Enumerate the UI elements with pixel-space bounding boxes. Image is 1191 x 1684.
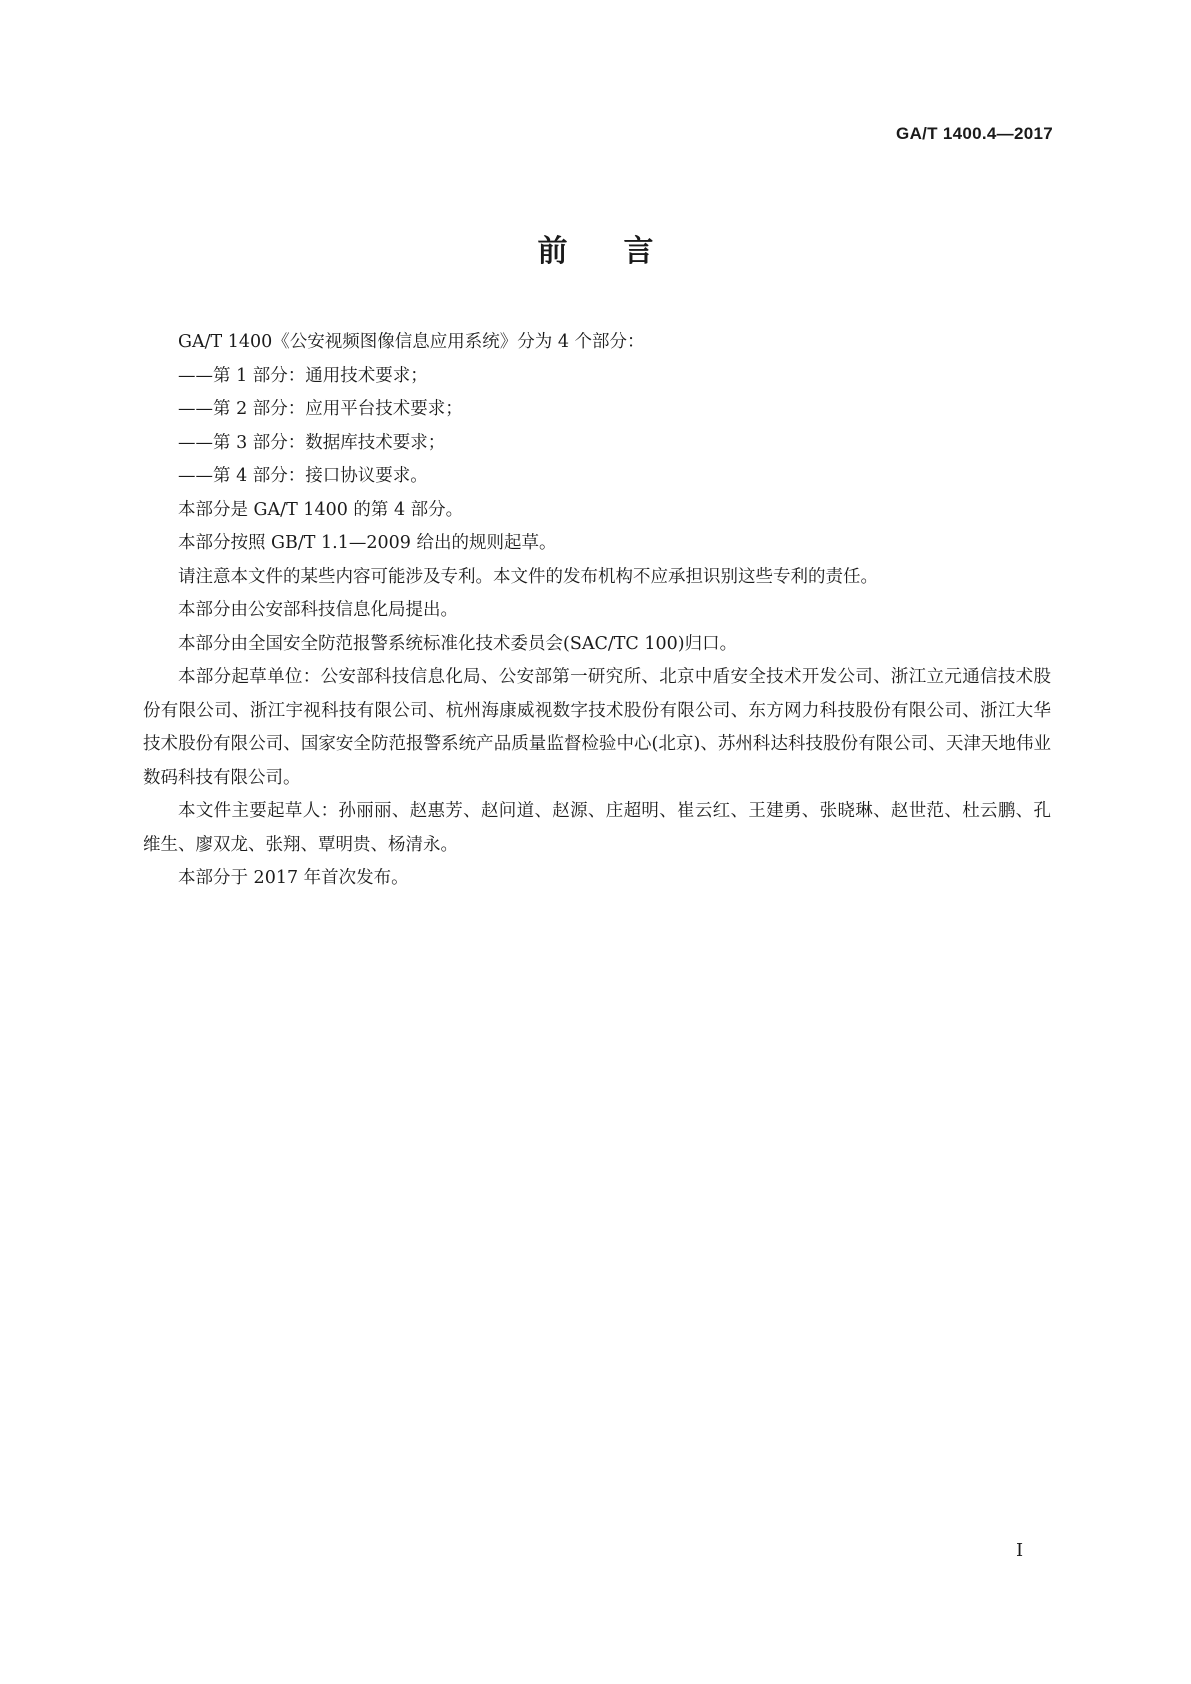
- paragraph-parts-intro: GA/T 1400《公安视频图像信息应用系统》分为 4 个部分：: [178, 332, 645, 352]
- standard-code: GA/T 1400.4—2017: [896, 124, 1053, 143]
- list-item-part-2: ——第 2 部分：应用平台技术要求；: [178, 399, 463, 419]
- list-item-part-4: ——第 4 部分：接口协议要求。: [178, 466, 428, 486]
- paragraph-first-release: 本部分于 2017 年首次发布。: [178, 868, 409, 888]
- page-number: I: [1016, 1540, 1024, 1561]
- foreword-body: [143, 326, 1051, 896]
- list-item-part-3: ——第 3 部分：数据库技术要求；: [178, 432, 446, 453]
- paragraph-drafters: 本文件主要起草人：孙丽丽、赵惠芳、赵问道、赵源、庄超明、崔云红、王建勇、张晓琳、赵世范、杜云鹏、孔维生、廖双龙、张翔、覃明贵、杨清永。: [143, 801, 1051, 855]
- paragraph-drafting-rules: 本部分按照 GB/T 1.1—2009 给出的规则起草。: [178, 533, 557, 553]
- page-title: 前言: [537, 234, 710, 269]
- paragraph-part-statement: 本部分是 GA/T 1400 的第 4 部分。: [178, 499, 464, 520]
- paragraph-proposed-by: 本部分由公安部科技信息化局提出。: [178, 600, 458, 620]
- paragraph-under-jurisdiction: 本部分由全国安全防范报警系统标准化技术委员会(SAC/TC 100)归口。: [178, 633, 738, 654]
- list-item-part-1: ——第 1 部分：通用技术要求；: [178, 365, 428, 386]
- paragraph-drafting-units: 本部分起草单位：公安部科技信息化局、公安部第一研究所、北京中盾安全技术开发公司、浙江立元通信技术股份有限公司、浙江宇视科技有限公司、杭州海康威视数字技术股份有限公司、东方网力科技股份有限公司、浙江大华技术股份有限公司、国家安全防范报警系统产品质量监督检验中心(北京)、苏州科达科技股份有限公司、天津天地伟业数码科技有限公司。: [143, 667, 1051, 788]
- paragraph-patent-notice: 请注意本文件的某些内容可能涉及专利。本文件的发布机构不应承担识别这些专利的责任。: [178, 566, 878, 587]
